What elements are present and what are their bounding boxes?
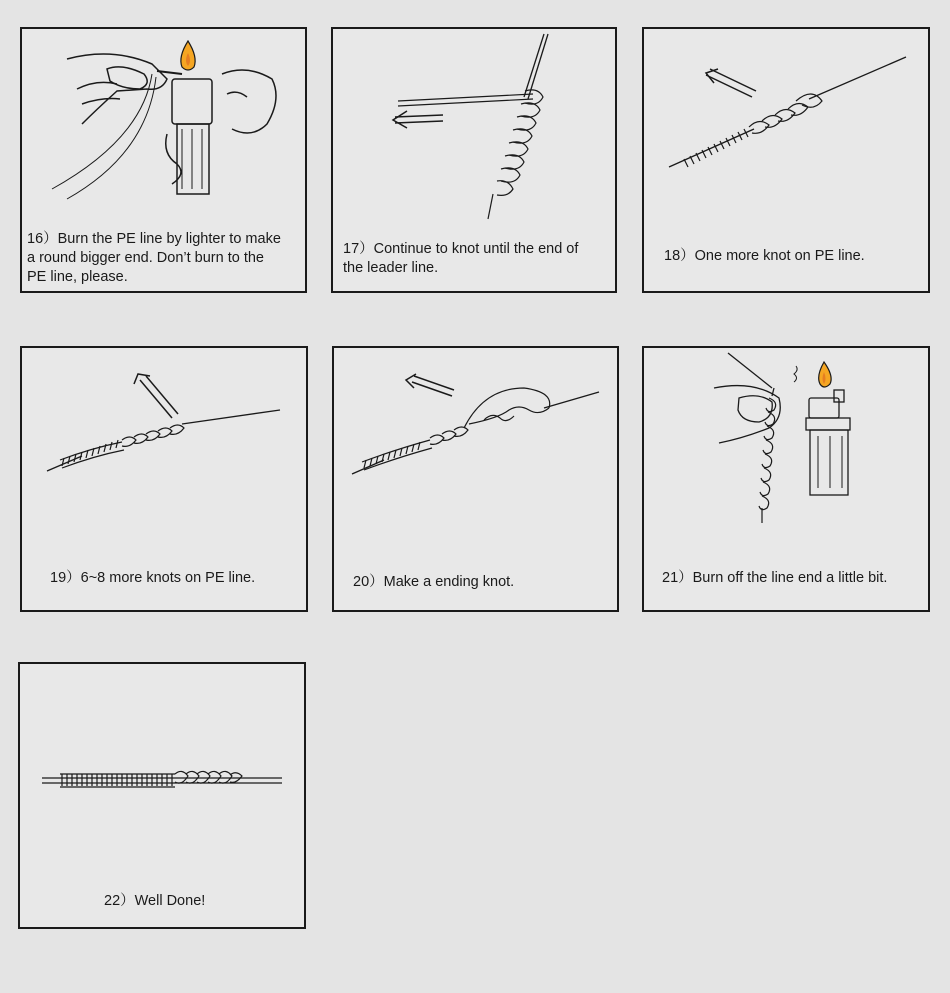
finished-knot-illustration xyxy=(20,664,304,927)
step-20-panel xyxy=(332,346,619,612)
arrow-icon xyxy=(706,69,756,97)
arrow-icon xyxy=(393,111,443,128)
knot-illustration xyxy=(334,348,617,610)
step-22-panel xyxy=(18,662,306,929)
step-20-caption: 20）Make a ending knot. xyxy=(353,574,515,590)
step-16-panel xyxy=(20,27,307,293)
step-17-caption: 17）Continue to knot until the end of the leader line. xyxy=(343,241,579,276)
arrow-icon xyxy=(134,374,178,418)
arrow-icon xyxy=(406,374,454,396)
step-21-caption: 21）Burn off the line end a little bit. xyxy=(662,570,888,586)
step-18-caption: 18）One more knot on PE line. xyxy=(664,248,865,264)
step-21-panel xyxy=(642,346,930,612)
step-22-caption: 22）Well Done! xyxy=(104,893,206,909)
step-19-caption: 19）6~8 more knots on PE line. xyxy=(50,570,256,586)
step-19-panel xyxy=(20,346,308,612)
step-17-panel xyxy=(331,27,617,293)
flame-icon xyxy=(819,362,831,387)
step-16-caption: 16）Burn the PE line by lighter to make a round bigger end. Don’t burn to the PE line, please. xyxy=(27,231,281,285)
step-18-panel xyxy=(642,27,930,293)
